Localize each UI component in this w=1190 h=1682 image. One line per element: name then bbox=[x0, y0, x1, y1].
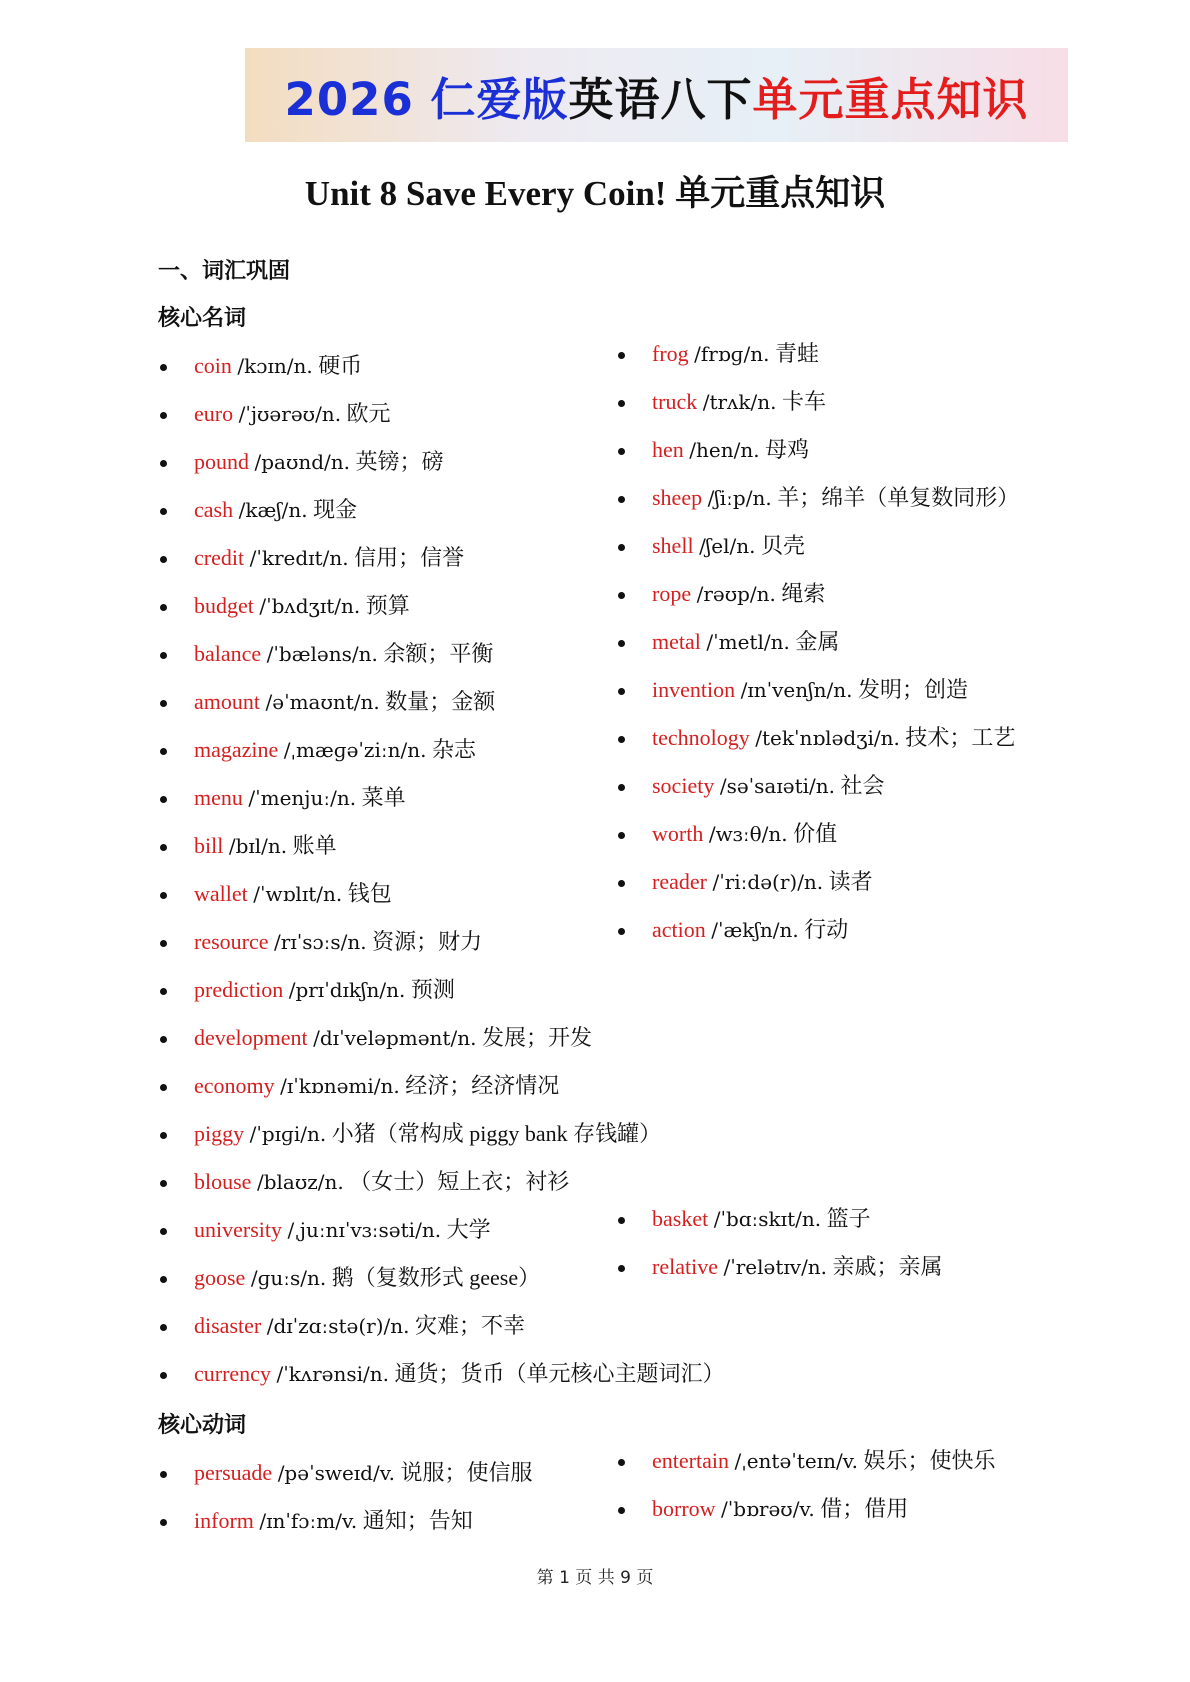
vocab-meaning: 经济；经济情况 bbox=[405, 1073, 560, 1098]
vocab-word: invention bbox=[652, 677, 736, 702]
vocab-meaning: 金属 bbox=[795, 629, 840, 654]
vocab-word: development bbox=[194, 1025, 308, 1050]
vocab-phonetic: /ˈjʊərəʊ/n. bbox=[238, 402, 342, 426]
vocab-meaning: 资源；财力 bbox=[372, 929, 483, 954]
vocab-word: hen bbox=[652, 437, 684, 462]
vocab-phonetic: /ɡuːs/n. bbox=[250, 1266, 327, 1290]
vocab-phonetic: /paʊnd/n. bbox=[254, 450, 351, 474]
page-title: Unit 8 Save Every Coin! 单元重点知识 bbox=[304, 174, 886, 213]
vocab-phonetic: /blaʊz/n. bbox=[256, 1170, 344, 1194]
vocab-word: budget bbox=[194, 593, 254, 618]
vocab-meaning: 鹅（复数形式 geese） bbox=[331, 1265, 541, 1290]
vocab-item bbox=[194, 880, 725, 928]
vocab-item bbox=[652, 676, 1019, 724]
vocab-phonetic: /ˌentəˈteɪn/v. bbox=[734, 1449, 858, 1473]
vocab-meaning: 灾难；不幸 bbox=[415, 1313, 526, 1338]
vocab-item bbox=[652, 1447, 995, 1495]
vocab-item bbox=[194, 688, 725, 736]
vocab-word: amount bbox=[194, 689, 260, 714]
vocab-item bbox=[194, 1024, 725, 1072]
vocab-item bbox=[194, 1507, 533, 1555]
vocab-phonetic: /ˈbæləns/n. bbox=[266, 642, 378, 666]
vocab-item bbox=[652, 868, 1019, 916]
vocab-meaning: 绳索 bbox=[781, 581, 826, 606]
vocab-item bbox=[194, 544, 725, 592]
vocab-word: society bbox=[652, 773, 715, 798]
vocab-word: cash bbox=[194, 497, 234, 522]
vocab-meaning: 亲戚；亲属 bbox=[832, 1254, 943, 1279]
vocab-word: goose bbox=[194, 1265, 246, 1290]
vocab-item bbox=[194, 1120, 725, 1168]
vocab-meaning: 说服；使信服 bbox=[400, 1460, 533, 1485]
vocab-meaning: 数量；金额 bbox=[385, 689, 496, 714]
vocab-item bbox=[652, 580, 1019, 628]
vocab-meaning: 预测 bbox=[410, 977, 455, 1002]
vocab-meaning: 预算 bbox=[365, 593, 410, 618]
vocab-meaning: 价值 bbox=[793, 821, 838, 846]
vocab-item bbox=[652, 1253, 943, 1301]
vocab-item bbox=[194, 1072, 725, 1120]
vocab-meaning: 余额；平衡 bbox=[383, 641, 494, 666]
noun-list-right-extra bbox=[652, 1205, 943, 1301]
vocab-phonetic: /ˈpɪɡi/n. bbox=[249, 1122, 327, 1146]
vocab-meaning: 小猪（常构成 piggy bank 存钱罐） bbox=[331, 1121, 662, 1146]
vocab-word: basket bbox=[652, 1206, 709, 1231]
vocab-item bbox=[194, 1459, 533, 1507]
vocab-meaning: 羊；绵羊（单复数同形） bbox=[777, 485, 1020, 510]
vocab-item bbox=[652, 724, 1019, 772]
vocab-word: balance bbox=[194, 641, 262, 666]
vocab-item bbox=[652, 340, 1019, 388]
vocab-meaning: 行动 bbox=[804, 917, 849, 942]
vocab-meaning: 信用；信誉 bbox=[354, 545, 465, 570]
vocab-item bbox=[194, 448, 725, 496]
vocab-phonetic: /rɪˈsɔːs/n. bbox=[274, 930, 367, 954]
vocab-item bbox=[652, 532, 1019, 580]
vocab-item bbox=[194, 1168, 725, 1216]
vocab-phonetic: /ɪˈkɒnəmi/n. bbox=[280, 1074, 400, 1098]
vocab-word: action bbox=[652, 917, 706, 942]
vocab-word: magazine bbox=[194, 737, 279, 762]
vocab-word: frog bbox=[652, 341, 689, 366]
vocab-word: economy bbox=[194, 1073, 275, 1098]
vocab-phonetic: /dɪˈzɑːstə(r)/n. bbox=[266, 1314, 410, 1338]
vocab-meaning: 发展；开发 bbox=[481, 1025, 592, 1050]
vocab-item bbox=[194, 1216, 725, 1264]
vocab-item bbox=[194, 736, 725, 784]
vocab-phonetic: /ˈbɒrəʊ/v. bbox=[721, 1497, 815, 1521]
vocab-phonetic: /tekˈnɒlədʒi/n. bbox=[755, 726, 900, 750]
vocab-phonetic: /ɪnˈfɔːm/v. bbox=[259, 1509, 358, 1533]
vocab-meaning: 硬币 bbox=[318, 353, 363, 378]
vocab-meaning: 发明；创造 bbox=[857, 677, 968, 702]
vocab-word: borrow bbox=[652, 1496, 716, 1521]
vocab-meaning: 青蛙 bbox=[774, 341, 819, 366]
vocab-item bbox=[194, 496, 725, 544]
vocab-meaning: 卡车 bbox=[781, 389, 826, 414]
vocab-item bbox=[652, 628, 1019, 676]
vocab-word: inform bbox=[194, 1508, 254, 1533]
vocab-meaning: 技术；工艺 bbox=[905, 725, 1016, 750]
vocab-meaning: 账单 bbox=[292, 833, 337, 858]
vocab-word: coin bbox=[194, 353, 232, 378]
vocab-meaning: 娱乐；使快乐 bbox=[863, 1448, 996, 1473]
vocab-item bbox=[194, 1360, 725, 1408]
vocab-meaning: 杂志 bbox=[431, 737, 476, 762]
vocab-meaning: 借；借用 bbox=[820, 1496, 909, 1521]
vocab-meaning: 欧元 bbox=[346, 401, 391, 426]
vocab-phonetic: /əˈmaʊnt/n. bbox=[265, 690, 380, 714]
vocab-word: truck bbox=[652, 389, 698, 414]
vocab-phonetic: /səˈsaɪəti/n. bbox=[719, 774, 835, 798]
vocab-meaning: （女士）短上衣；衬衫 bbox=[349, 1169, 570, 1194]
vocab-word: relative bbox=[652, 1254, 718, 1279]
vocab-item bbox=[194, 1264, 725, 1312]
banner-part-topic: 单元重点知识 bbox=[752, 72, 1029, 126]
vocab-word: piggy bbox=[194, 1121, 245, 1146]
vocab-item bbox=[652, 1205, 943, 1253]
vocab-phonetic: /ˌjuːnɪˈvɜːsəti/n. bbox=[287, 1218, 442, 1242]
vocab-phonetic: /ˈrelətɪv/n. bbox=[723, 1255, 828, 1279]
vocab-item bbox=[652, 772, 1019, 820]
vocab-phonetic: /pəˈsweɪd/v. bbox=[277, 1461, 396, 1485]
vocab-item bbox=[652, 436, 1019, 484]
vocab-phonetic: /kæʃ/n. bbox=[238, 498, 308, 522]
vocab-meaning: 母鸡 bbox=[765, 437, 810, 462]
noun-list-left bbox=[194, 352, 725, 1408]
vocab-item bbox=[194, 928, 725, 976]
vocab-item bbox=[652, 484, 1019, 532]
vocab-word: persuade bbox=[194, 1460, 273, 1485]
vocab-phonetic: /frɒɡ/n. bbox=[694, 342, 770, 366]
vocab-item bbox=[194, 976, 725, 1024]
vocab-item bbox=[194, 832, 725, 880]
vocab-word: sheep bbox=[652, 485, 703, 510]
vocab-phonetic: /ˈmenjuː/n. bbox=[248, 786, 357, 810]
vocab-phonetic: /ˈkredɪt/n. bbox=[249, 546, 349, 570]
vocab-meaning: 读者 bbox=[828, 869, 873, 894]
vocab-phonetic: /wɜːθ/n. bbox=[708, 822, 788, 846]
vocab-word: university bbox=[194, 1217, 282, 1242]
vocab-phonetic: /ɪnˈvenʃn/n. bbox=[740, 678, 853, 702]
vocab-item bbox=[652, 820, 1019, 868]
vocab-phonetic: /ˈmetl/n. bbox=[706, 630, 790, 654]
vocab-meaning: 社会 bbox=[840, 773, 885, 798]
vocab-meaning: 英镑；磅 bbox=[355, 449, 444, 474]
vocab-phonetic: /hen/n. bbox=[689, 438, 760, 462]
vocab-phonetic: /ˈækʃn/n. bbox=[711, 918, 799, 942]
vocab-word: entertain bbox=[652, 1448, 729, 1473]
vocab-meaning: 通货；货币（单元核心主题词汇） bbox=[394, 1361, 725, 1386]
header-banner bbox=[245, 48, 1068, 142]
vocab-phonetic: /ˈkʌrənsi/n. bbox=[276, 1362, 390, 1386]
vocab-phonetic: /dɪˈveləpmənt/n. bbox=[313, 1026, 477, 1050]
vocab-word: credit bbox=[194, 545, 245, 570]
banner-part-subject: 英语八下 bbox=[568, 72, 753, 126]
vocab-word: bill bbox=[194, 833, 224, 858]
vocab-item bbox=[652, 388, 1019, 436]
vocab-item bbox=[194, 400, 725, 448]
verb-list-left bbox=[194, 1459, 533, 1555]
subheading-core-verbs: 核心动词 bbox=[158, 1413, 247, 1438]
vocab-phonetic: /ˈwɒlɪt/n. bbox=[253, 882, 343, 906]
vocab-word: prediction bbox=[194, 977, 284, 1002]
vocab-item bbox=[194, 352, 725, 400]
vocab-item bbox=[194, 784, 725, 832]
vocab-meaning: 菜单 bbox=[361, 785, 406, 810]
vocab-item bbox=[194, 640, 725, 688]
vocab-word: pound bbox=[194, 449, 249, 474]
subheading-core-nouns: 核心名词 bbox=[158, 306, 247, 331]
vocab-phonetic: /kɔɪn/n. bbox=[237, 354, 313, 378]
vocab-word: menu bbox=[194, 785, 243, 810]
vocab-meaning: 篮子 bbox=[826, 1206, 871, 1231]
verb-list-right bbox=[652, 1447, 995, 1543]
vocab-phonetic: /trʌk/n. bbox=[702, 390, 777, 414]
vocab-item bbox=[194, 592, 725, 640]
vocab-word: reader bbox=[652, 869, 707, 894]
vocab-word: blouse bbox=[194, 1169, 252, 1194]
vocab-item bbox=[652, 1495, 995, 1543]
vocab-phonetic: /bɪl/n. bbox=[228, 834, 288, 858]
vocab-meaning: 钱包 bbox=[347, 881, 392, 906]
vocab-word: resource bbox=[194, 929, 269, 954]
vocab-item bbox=[652, 916, 1019, 964]
page-footer: 第 1 页 共 9 页 bbox=[536, 1568, 654, 1588]
vocab-phonetic: /ˈbɑːskɪt/n. bbox=[713, 1207, 822, 1231]
vocab-word: metal bbox=[652, 629, 701, 654]
vocab-meaning: 贝壳 bbox=[760, 533, 805, 558]
vocab-phonetic: /ʃel/n. bbox=[699, 534, 756, 558]
vocab-word: worth bbox=[652, 821, 704, 846]
vocab-phonetic: /prɪˈdɪkʃn/n. bbox=[288, 978, 406, 1002]
vocab-meaning: 通知；告知 bbox=[362, 1508, 473, 1533]
banner-part-edition: 2026 仁爱版 bbox=[284, 72, 569, 126]
vocab-meaning: 现金 bbox=[313, 497, 358, 522]
vocab-word: euro bbox=[194, 401, 234, 426]
vocab-word: rope bbox=[652, 581, 692, 606]
vocab-meaning: 大学 bbox=[446, 1217, 491, 1242]
vocab-phonetic: /ʃiːp/n. bbox=[707, 486, 772, 510]
vocab-phonetic: /rəʊp/n. bbox=[696, 582, 776, 606]
banner-title bbox=[285, 63, 1029, 128]
vocab-word: shell bbox=[652, 533, 694, 558]
vocab-phonetic: /ˈriːdə(r)/n. bbox=[712, 870, 824, 894]
vocab-word: disaster bbox=[194, 1313, 262, 1338]
vocab-word: wallet bbox=[194, 881, 248, 906]
vocab-word: technology bbox=[652, 725, 750, 750]
section-heading-vocabulary: 一、词汇巩固 bbox=[158, 259, 291, 284]
vocab-item bbox=[194, 1312, 725, 1360]
noun-list-right bbox=[652, 340, 1019, 964]
vocab-word: currency bbox=[194, 1361, 271, 1386]
vocab-phonetic: /ˌmæɡəˈziːn/n. bbox=[283, 738, 427, 762]
vocab-phonetic: /ˈbʌdʒɪt/n. bbox=[259, 594, 361, 618]
